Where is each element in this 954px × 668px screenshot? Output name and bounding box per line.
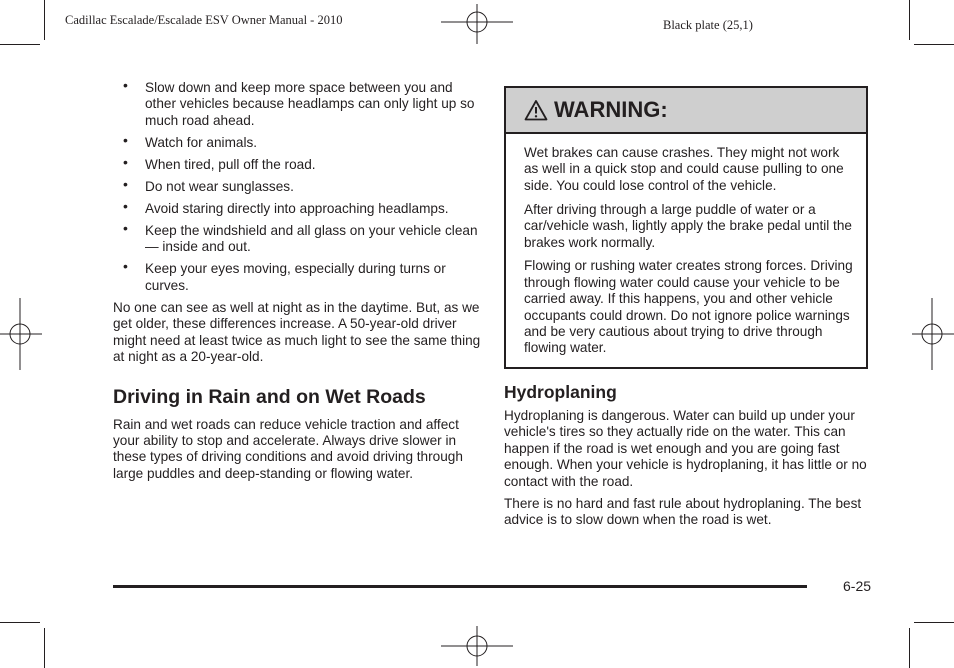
list-item: • Keep your eyes moving, especially during turns or curves. xyxy=(123,258,446,293)
night-vision-paragraph: No one can see as well at night as in the daytime. But, as we get older, these differences increase. A 50-year-old driver might need at least twice as much light to see the same thing at night as a 20-year-old. xyxy=(113,300,481,365)
warning-header xyxy=(506,88,866,134)
list-item: • Slow down and keep more space between you and other vehicles because headlamps can only light up so much road ahead. xyxy=(123,77,475,128)
warning-box xyxy=(504,86,868,369)
section-heading: Driving in Rain and on Wet Roads xyxy=(113,385,426,408)
list-item: • Watch for animals. xyxy=(123,131,258,150)
warning-body xyxy=(506,134,866,367)
list-item: • Do not wear sunglasses. xyxy=(123,175,294,194)
left-column xyxy=(113,77,483,482)
list-item: • When tired, pull off the road. xyxy=(123,153,316,172)
warning-title: WARNING: xyxy=(554,96,668,122)
crop-mark xyxy=(44,0,45,40)
bullet-icon: • xyxy=(123,175,128,192)
registration-mark-icon xyxy=(441,4,513,44)
subsection-heading: Hydroplaning xyxy=(504,381,617,402)
bullet-icon: • xyxy=(123,197,128,214)
night-driving-tips xyxy=(113,77,483,294)
crop-mark xyxy=(0,622,40,623)
plate-label: Black plate (25,1) xyxy=(663,18,753,32)
registration-mark-icon xyxy=(0,298,42,370)
warning-paragraph: After driving through a large puddle of water or a car/vehicle wash, lightly apply the brake pedal until the brakes work normally. xyxy=(524,201,852,250)
crop-mark xyxy=(0,44,40,45)
crop-mark xyxy=(44,628,45,668)
bullet-icon: • xyxy=(123,77,128,93)
hydroplaning-advice-paragraph: There is no hard and fast rule about hydroplaning. The best advice is to slow down when the road is wet. xyxy=(504,495,862,528)
list-item: • Avoid staring directly into approaching headlamps. xyxy=(123,197,449,216)
bullet-icon: • xyxy=(123,131,128,148)
crop-mark xyxy=(914,44,954,45)
page-number: 6-25 xyxy=(843,578,872,594)
warning-triangle-icon xyxy=(524,99,548,121)
bullet-icon: • xyxy=(123,153,128,170)
crop-mark xyxy=(909,628,910,668)
bullet-icon: • xyxy=(123,258,128,275)
crop-mark xyxy=(909,0,910,40)
warning-paragraph: Wet brakes can cause crashes. They might not work as well in a quick stop and could cause pulling to one side. You could lose control of the vehicle. xyxy=(524,145,844,193)
bullet-icon: • xyxy=(123,219,128,236)
footer-rule xyxy=(113,585,807,588)
registration-mark-icon xyxy=(912,298,954,370)
crop-mark xyxy=(914,622,954,623)
list-item: • Keep the windshield and all glass on your vehicle clean — inside and out. xyxy=(123,219,478,255)
right-column xyxy=(504,86,869,529)
warning-paragraph: Flowing or rushing water creates strong forces. Driving through flowing water could cause your vehicle to be carried away. If this happens, you and other vehicle occupants could drown. Do not ignore police warnings and be very cautious about trying to drive through flowing water. xyxy=(524,258,853,356)
registration-mark-icon xyxy=(441,626,513,666)
rain-paragraph: Rain and wet roads can reduce vehicle traction and affect your ability to stop and accelerate. Always drive slower in these types of driving conditions and avoid driving through large puddles and deep-standing or flowing water. xyxy=(113,416,463,481)
manual-title: Cadillac Escalade/Escalade ESV Owner Manual - 2010 xyxy=(65,13,343,27)
hydroplaning-paragraph: Hydroplaning is dangerous. Water can build up under your vehicle's tires so they actually ride on the water. This can happen if the road is wet enough and you are going fast enough. When your vehicle is hydroplaning, it has little or no contact with the road. xyxy=(504,407,867,489)
